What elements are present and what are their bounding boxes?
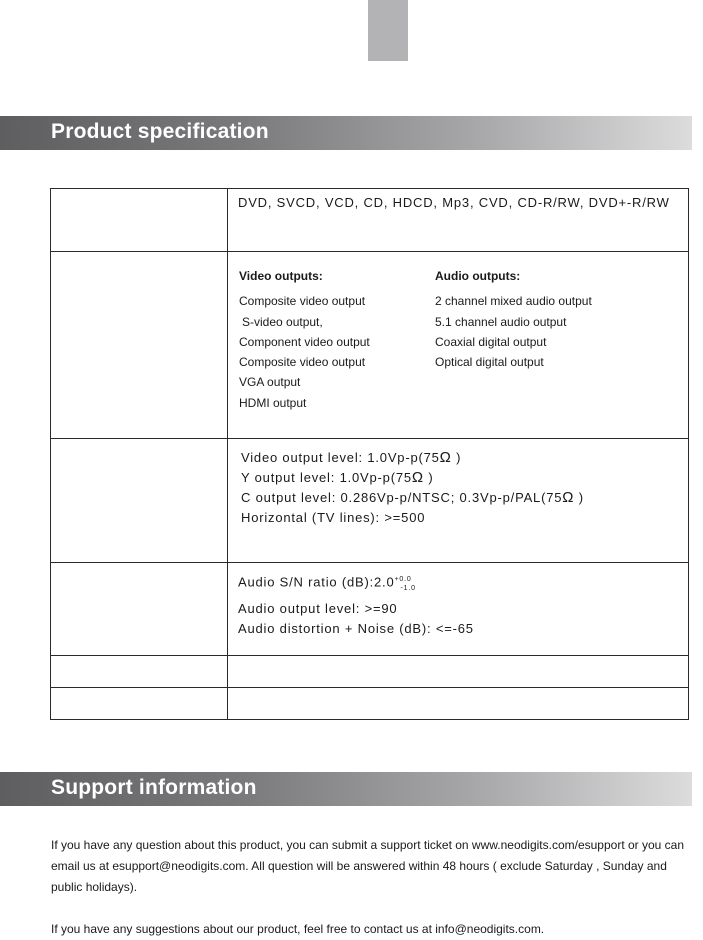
table-row	[51, 189, 689, 252]
list-item: Composite video output	[239, 294, 366, 309]
table-row	[51, 439, 689, 563]
section-banner-product-specification	[0, 116, 692, 150]
audio-outputs-header: Audio outputs:	[435, 269, 521, 283]
c-output-level: C output level: 0.286Vp-p/NTSC; 0.3Vp-p/PAL(75Ω )	[241, 489, 584, 506]
list-item: Optical digital output	[435, 355, 544, 370]
video-outputs-header: Video outputs:	[239, 269, 323, 283]
row-label-cell	[51, 252, 228, 439]
page-tab-marker	[368, 0, 408, 61]
video-output-level: Video output level: 1.0Vp-p(75Ω )	[241, 449, 462, 466]
list-item: 2 channel mixed audio output	[435, 294, 592, 309]
row-label-cell	[51, 656, 228, 688]
horizontal-tv-lines: Horizontal (TV lines): >=500	[241, 510, 426, 525]
table-row	[51, 563, 689, 656]
video-specs-text	[228, 439, 688, 528]
list-item: Component video output	[239, 334, 370, 349]
empty-value-cell	[228, 656, 689, 688]
list-item: HDMI output	[239, 395, 307, 410]
support-paragraph-suggestions: If you have any suggestions about our product, feel free to contact us at info@neodigits.com.	[51, 922, 545, 936]
row-label-cell	[51, 688, 228, 720]
row-label-cell	[51, 189, 228, 252]
list-item: VGA output	[239, 375, 301, 390]
section-title: Product specification	[51, 120, 269, 143]
empty-value-cell	[228, 688, 689, 720]
audio-output-level: Audio output level: >=90	[238, 600, 398, 616]
y-output-level: Y output level: 1.0Vp-p(75Ω )	[241, 469, 434, 486]
audio-specs-text	[228, 563, 688, 639]
outputs-cell	[228, 252, 689, 439]
table-row	[51, 252, 689, 439]
section-title: Support information	[51, 776, 257, 799]
spec-table	[50, 188, 689, 720]
audio-specs-cell	[228, 563, 689, 656]
table-row	[51, 688, 689, 720]
row-label-cell	[51, 439, 228, 563]
formats-cell	[228, 189, 689, 252]
audio-outputs-column	[435, 266, 592, 413]
video-specs-cell	[228, 439, 689, 563]
support-paragraph-question: If you have any question about this product, you can submit a support ticket on www.neodigits.com/esupport or you can email us at esupport@neodigits.com. All question will be answered within 48 hours ( exclude Saturday , Sunday and public holidays).	[51, 838, 685, 894]
audio-sn-ratio: Audio S/N ratio $(dB):2.0^{+0.0}_{-1.0}$	[238, 574, 416, 592]
list-item: Composite video output	[239, 355, 366, 370]
list-item: S-video output,	[242, 314, 323, 329]
row-label-cell	[51, 563, 228, 656]
section-banner-support-information	[0, 772, 692, 806]
outputs-columns	[228, 252, 688, 413]
video-outputs-column	[239, 266, 435, 413]
support-text	[51, 835, 701, 940]
formats-text: DVD, SVCD, VCD, CD, HDCD, Mp3, CVD, CD-R/RW, DVD+-R/RW	[238, 195, 670, 210]
list-item: Coaxial digital output	[435, 334, 547, 349]
table-row	[51, 656, 689, 688]
audio-distortion-noise: Audio distortion + Noise (dB): <=-65	[238, 620, 474, 636]
list-item: 5.1 channel audio output	[435, 314, 567, 329]
